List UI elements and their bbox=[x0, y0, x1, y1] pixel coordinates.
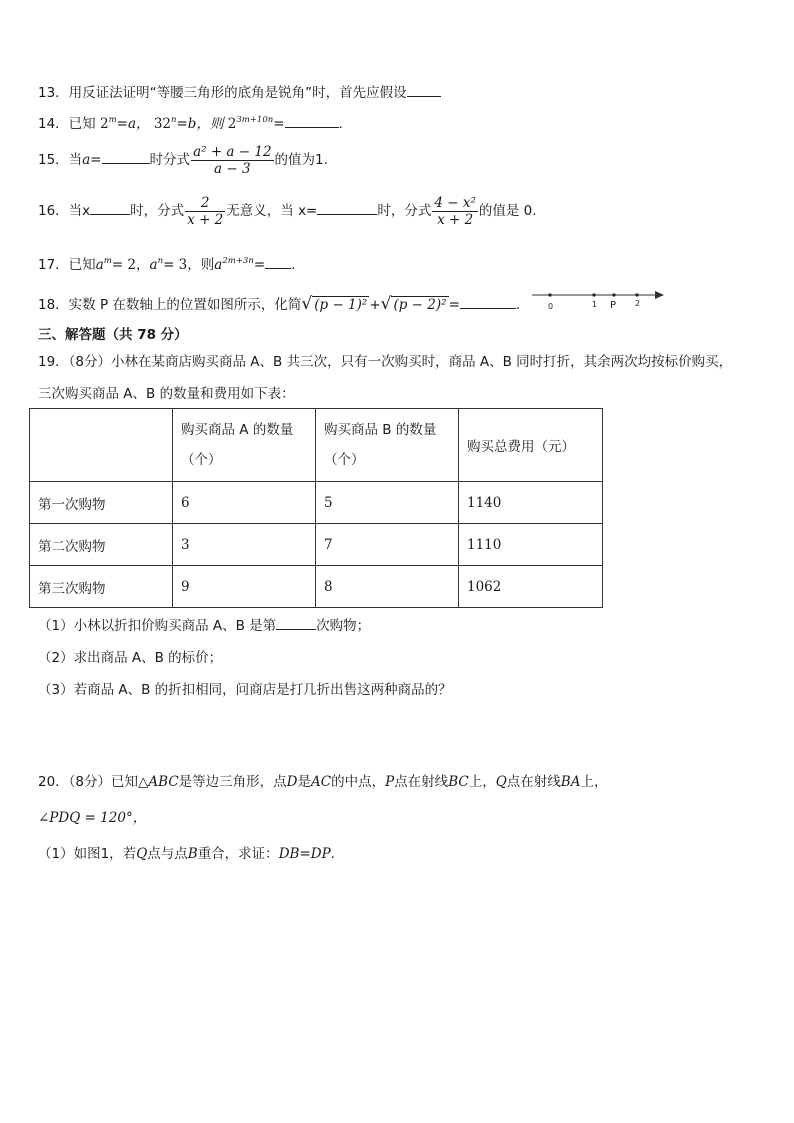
label-1: 1 bbox=[592, 300, 598, 309]
table-cell: 5 bbox=[316, 482, 459, 524]
q15-suffix: 的值为1. bbox=[274, 152, 328, 168]
section-title: 三、解答题（共 78 分） bbox=[38, 327, 188, 343]
q19-sub1: （1）小林以折扣价购买商品 A、B 是第 次购物； bbox=[38, 618, 371, 634]
q16-fraction-1: $\frac{2}{x + 2}$ bbox=[187, 194, 224, 228]
label-0: 0 bbox=[548, 302, 554, 311]
q14-expr2: $32^n=b$，则 bbox=[153, 115, 224, 132]
table-cell: 1140 bbox=[459, 482, 603, 524]
q20-angle: ∠PDQ = 120°， bbox=[38, 810, 147, 826]
q15-var: a bbox=[82, 152, 91, 168]
table-cell: 7 bbox=[316, 524, 459, 566]
question-18: 18．实数 P 在数轴上的位置如图所示，化简√ (p − 1)² +√ (p − 2)² = . bbox=[38, 294, 521, 314]
q16-mid1: 时，分式 bbox=[130, 203, 185, 219]
q18-radical-2: (p − 2)² bbox=[393, 297, 447, 313]
label-2: 2 bbox=[635, 299, 641, 308]
q20-triangle: △ABC bbox=[138, 774, 179, 790]
q16-answer-blank-2[interactable] bbox=[317, 202, 377, 215]
q19-line2: 三次购买商品 A、B 的数量和费用如下表： bbox=[38, 386, 295, 402]
q20-line1: 20．（8分）已知△ABC是等边三角形，点D是AC的中点，P点在射线BC上，Q点在射线BA上， bbox=[38, 774, 608, 790]
q15-eq: = bbox=[90, 152, 102, 168]
q19-answer-blank[interactable] bbox=[276, 617, 316, 630]
table-header-a: 购买商品 A 的数量 （个） bbox=[173, 409, 316, 482]
q14-answer-blank[interactable] bbox=[285, 115, 339, 128]
table-cell: 1110 bbox=[459, 524, 603, 566]
table-cell: 第二次购物 bbox=[30, 524, 173, 566]
table-row bbox=[30, 524, 603, 566]
table-cell: 8 bbox=[316, 566, 459, 608]
q15-denominator: a − 3 bbox=[214, 160, 251, 177]
table-row bbox=[30, 482, 603, 524]
q18-prefix: 18．实数 P 在数轴上的位置如图所示，化简 bbox=[38, 297, 302, 313]
q20-sub1: （1）如图1，若Q点与点B重合，求证：DB=DP. bbox=[38, 846, 335, 862]
tick-2 bbox=[635, 293, 638, 296]
q14-expr3: $2^{3m+10n}=$ bbox=[227, 115, 285, 132]
purchase-table bbox=[29, 408, 603, 608]
question-14 bbox=[38, 115, 343, 133]
number-line-arrow bbox=[655, 291, 664, 299]
question-13 bbox=[38, 84, 441, 102]
tick-p bbox=[612, 293, 615, 296]
q14-expr1: $2^m=a$， bbox=[99, 115, 150, 132]
q15-prefix: 15．当 bbox=[38, 152, 83, 168]
q18-answer-blank[interactable] bbox=[460, 296, 516, 309]
label-p: P bbox=[610, 300, 617, 311]
q19-sub3: （3）若商品 A、B 的折扣相同，问商店是打几折出售这两种商品的？ bbox=[38, 682, 452, 698]
q16-suffix: 的值是 0. bbox=[478, 203, 537, 219]
q16-answer-blank-1[interactable] bbox=[90, 202, 130, 215]
question-17: 17．已知$a^m= 2$，$a^n= 3$，则$a^{2m+3n}=$ . bbox=[38, 256, 296, 273]
q16-fraction-2: $\frac{\text{4 − x²}}{x + 2}$ bbox=[434, 194, 476, 228]
table-header-empty bbox=[30, 409, 173, 482]
q15-mid: 时分式 bbox=[149, 152, 191, 168]
question-16 bbox=[38, 191, 537, 231]
q18-radical-1: (p − 1)² bbox=[314, 297, 368, 313]
table-cell: 1062 bbox=[459, 566, 603, 608]
q13-answer-blank[interactable] bbox=[407, 84, 441, 97]
q15-answer-blank[interactable] bbox=[102, 151, 150, 164]
q19-sub2: （2）求出商品 A、B 的标价； bbox=[38, 650, 223, 666]
q16-prefix: 16．当x bbox=[38, 203, 91, 219]
q15-fraction bbox=[191, 144, 273, 177]
table-header-row bbox=[30, 409, 603, 482]
q14-prefix: 14．已知 bbox=[38, 116, 96, 132]
table-row bbox=[30, 566, 603, 608]
q19-line1: 19．（8分）小林在某商店购买商品 A、B 共三次，只有一次购买时，商品 A、B 同时打折，其余两次均按标价购买， bbox=[38, 354, 733, 370]
q16-mid2: 无意义，当 x= bbox=[226, 203, 318, 219]
q13-text: 13．用反证法证明“等腰三角形的底角是锐角”时，首先应假设 bbox=[38, 85, 407, 101]
q14-end: . bbox=[338, 116, 343, 132]
tick-1 bbox=[592, 293, 595, 296]
table-header-total: 购买总费用（元） bbox=[459, 409, 603, 482]
q17-prefix: 17．已知 bbox=[38, 257, 96, 273]
q15-numerator: a² + a − 12 bbox=[193, 143, 272, 160]
table-header-b: 购买商品 B 的数量 （个） bbox=[316, 409, 459, 482]
table-cell: 第一次购物 bbox=[30, 482, 173, 524]
question-15 bbox=[38, 142, 328, 178]
table-cell: 9 bbox=[173, 566, 316, 608]
table-cell: 第三次购物 bbox=[30, 566, 173, 608]
tick-0 bbox=[548, 293, 551, 296]
q16-mid3: 时，分式 bbox=[377, 203, 432, 219]
table-cell: 3 bbox=[173, 524, 316, 566]
table-cell: 6 bbox=[173, 482, 316, 524]
q17-answer-blank[interactable] bbox=[265, 256, 291, 269]
number-line bbox=[530, 286, 666, 312]
